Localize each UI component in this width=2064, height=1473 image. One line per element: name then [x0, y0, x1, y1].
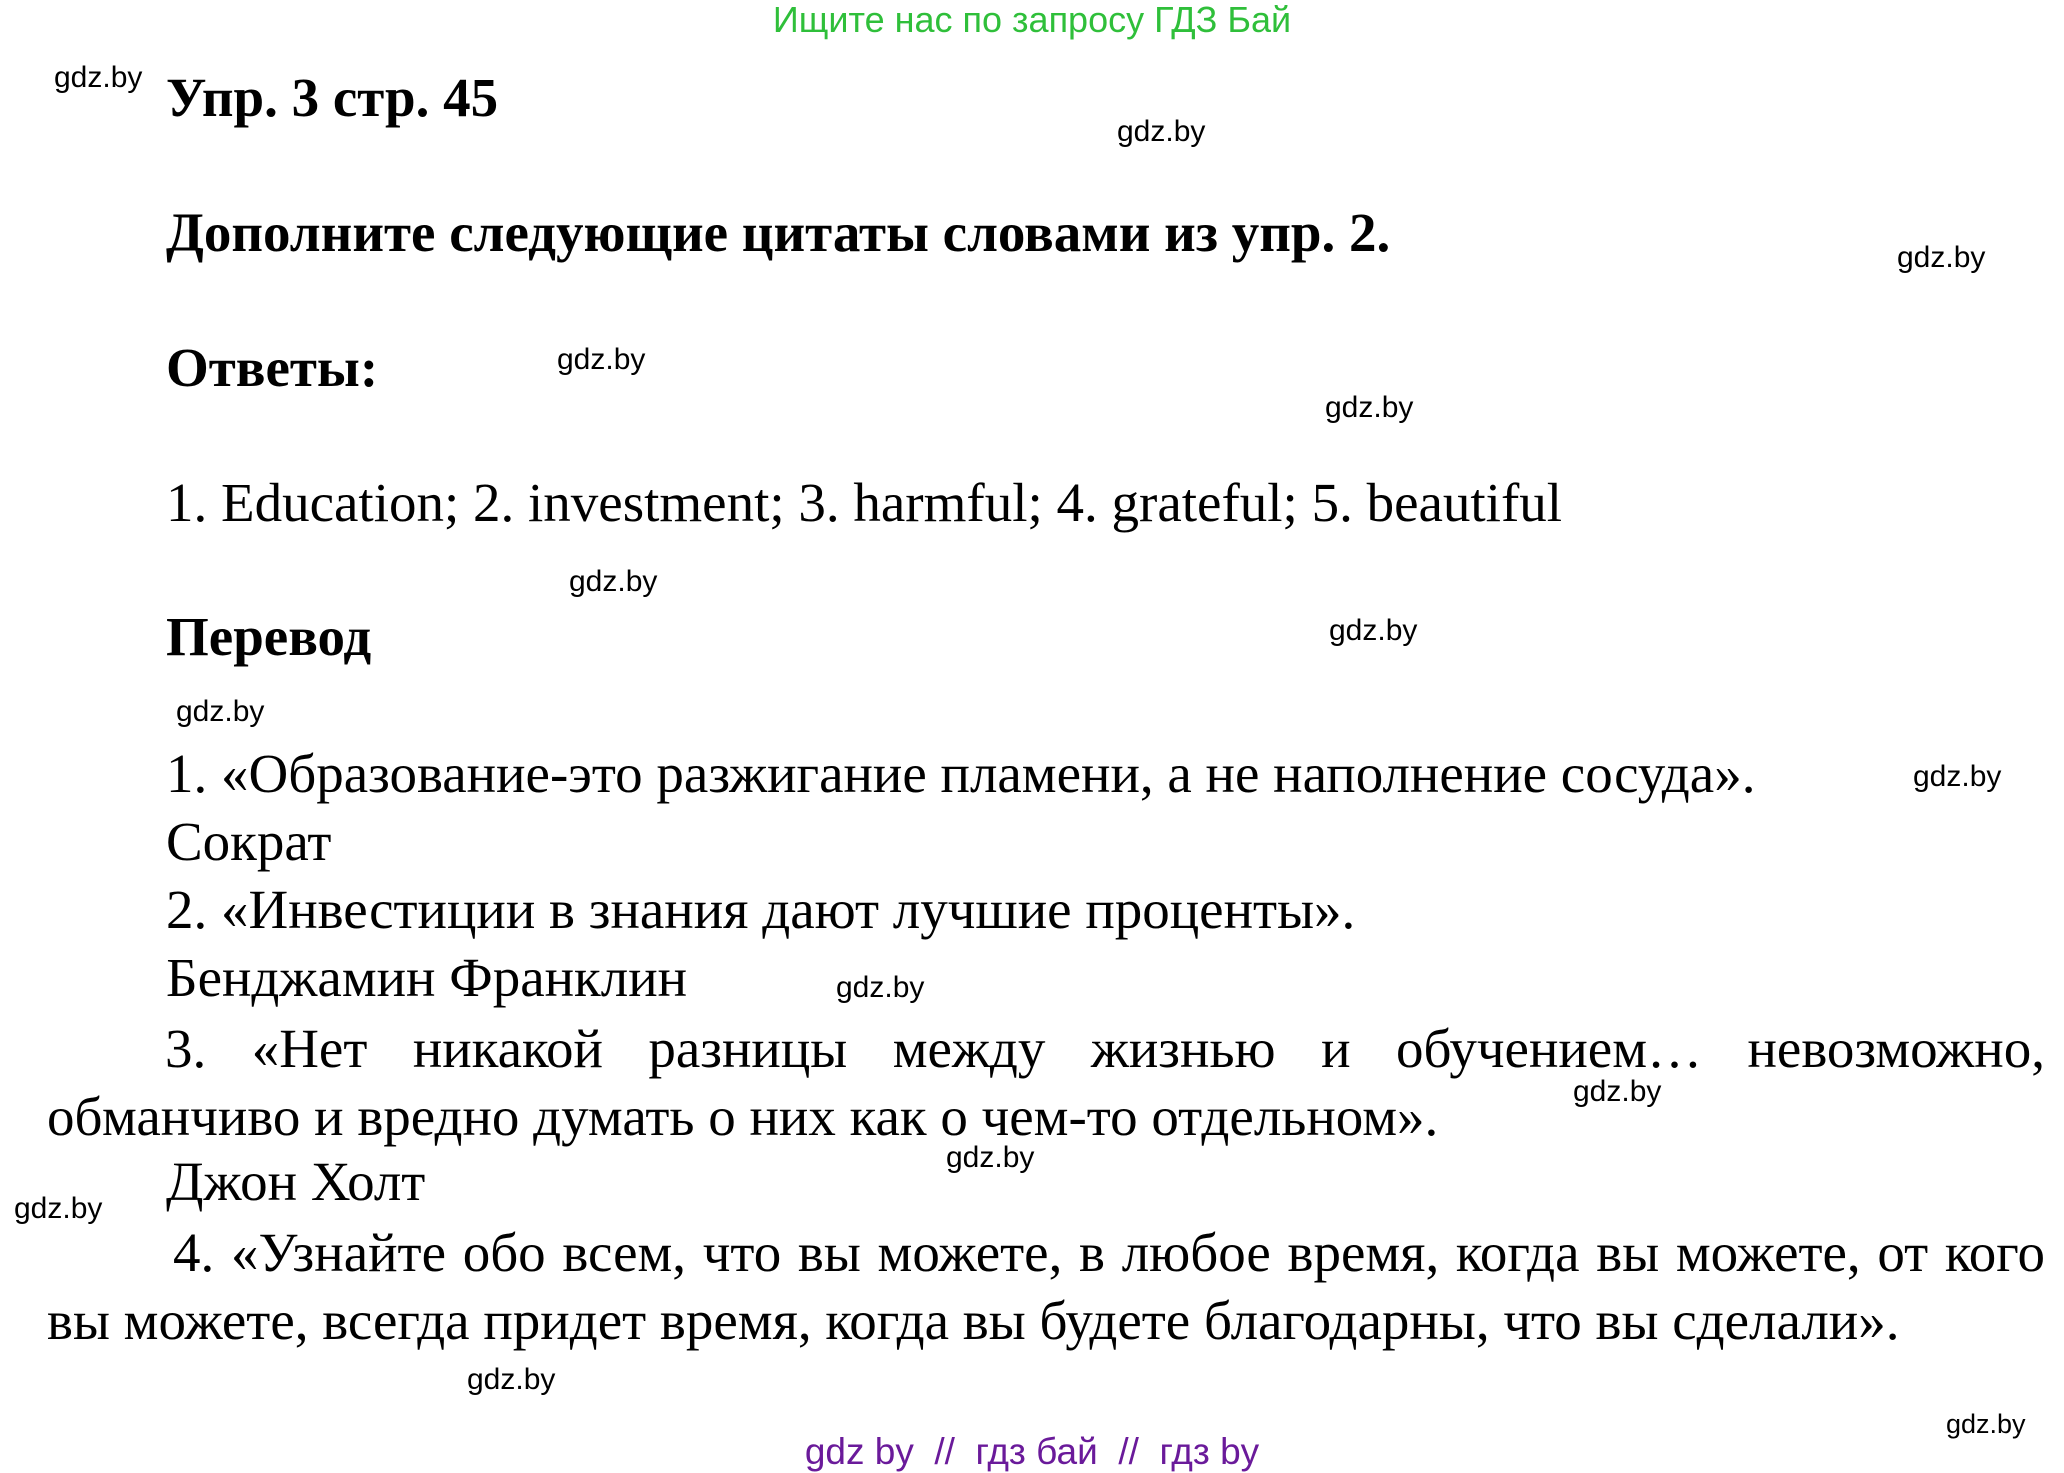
translation-heading: Перевод	[166, 606, 372, 667]
watermark: gdz.by	[1946, 1409, 2026, 1439]
answers-text: 1. Education; 2. investment; 3. harmful; 4. grateful; 5. beautiful	[166, 472, 1563, 533]
watermark: gdz.by	[1573, 1075, 1662, 1108]
watermark: gdz.by	[1117, 115, 1206, 148]
bottom-banner: gdz by // гдз бай // гдз by	[804, 1431, 1260, 1472]
top-banner: Ищите нас по запросу ГДЗ Бай	[772, 0, 1292, 40]
quote-3-text: 3. «Нет никакой разницы между жизнью и обучением… невозможно, обманчиво и вредно думать о них как о чем-то отдельном».	[47, 1018, 2045, 1147]
watermark: gdz.by	[54, 61, 143, 94]
watermark: gdz.by	[1325, 391, 1414, 424]
exercise-title: Упр. 3 стр. 45	[166, 67, 499, 128]
watermark: gdz.by	[14, 1192, 103, 1225]
watermark: gdz.by	[1897, 241, 1986, 274]
answers-heading: Ответы:	[166, 337, 379, 398]
watermark: gdz.by	[467, 1363, 556, 1396]
quote-2-text: 2. «Инвестиции в знания дают лучшие проценты».	[166, 879, 1356, 940]
watermark: gdz.by	[836, 971, 925, 1004]
watermark: gdz.by	[946, 1141, 1035, 1174]
watermark: gdz.by	[557, 343, 646, 376]
watermark: gdz.by	[1913, 760, 2002, 793]
quote-1-text: 1. «Образование-это разжигание пламени, а не наполнение сосуда».	[166, 743, 1756, 804]
watermark: gdz.by	[569, 565, 658, 598]
task-text: Дополните следующие цитаты словами из упр. 2.	[166, 202, 1391, 263]
watermark: gdz.by	[176, 695, 265, 728]
quote-4-text: 4. «Узнайте обо всем, что вы можете, в любое время, когда вы можете, от кого вы можете, всегда придет время, когда вы будете благодарны, что вы сделали».	[47, 1222, 2045, 1351]
watermark: gdz.by	[1329, 614, 1418, 647]
quote-1-author: Сократ	[166, 811, 332, 872]
quote-2-author: Бенджамин Франклин	[166, 947, 688, 1008]
quote-3-author: Джон Холт	[166, 1151, 426, 1212]
